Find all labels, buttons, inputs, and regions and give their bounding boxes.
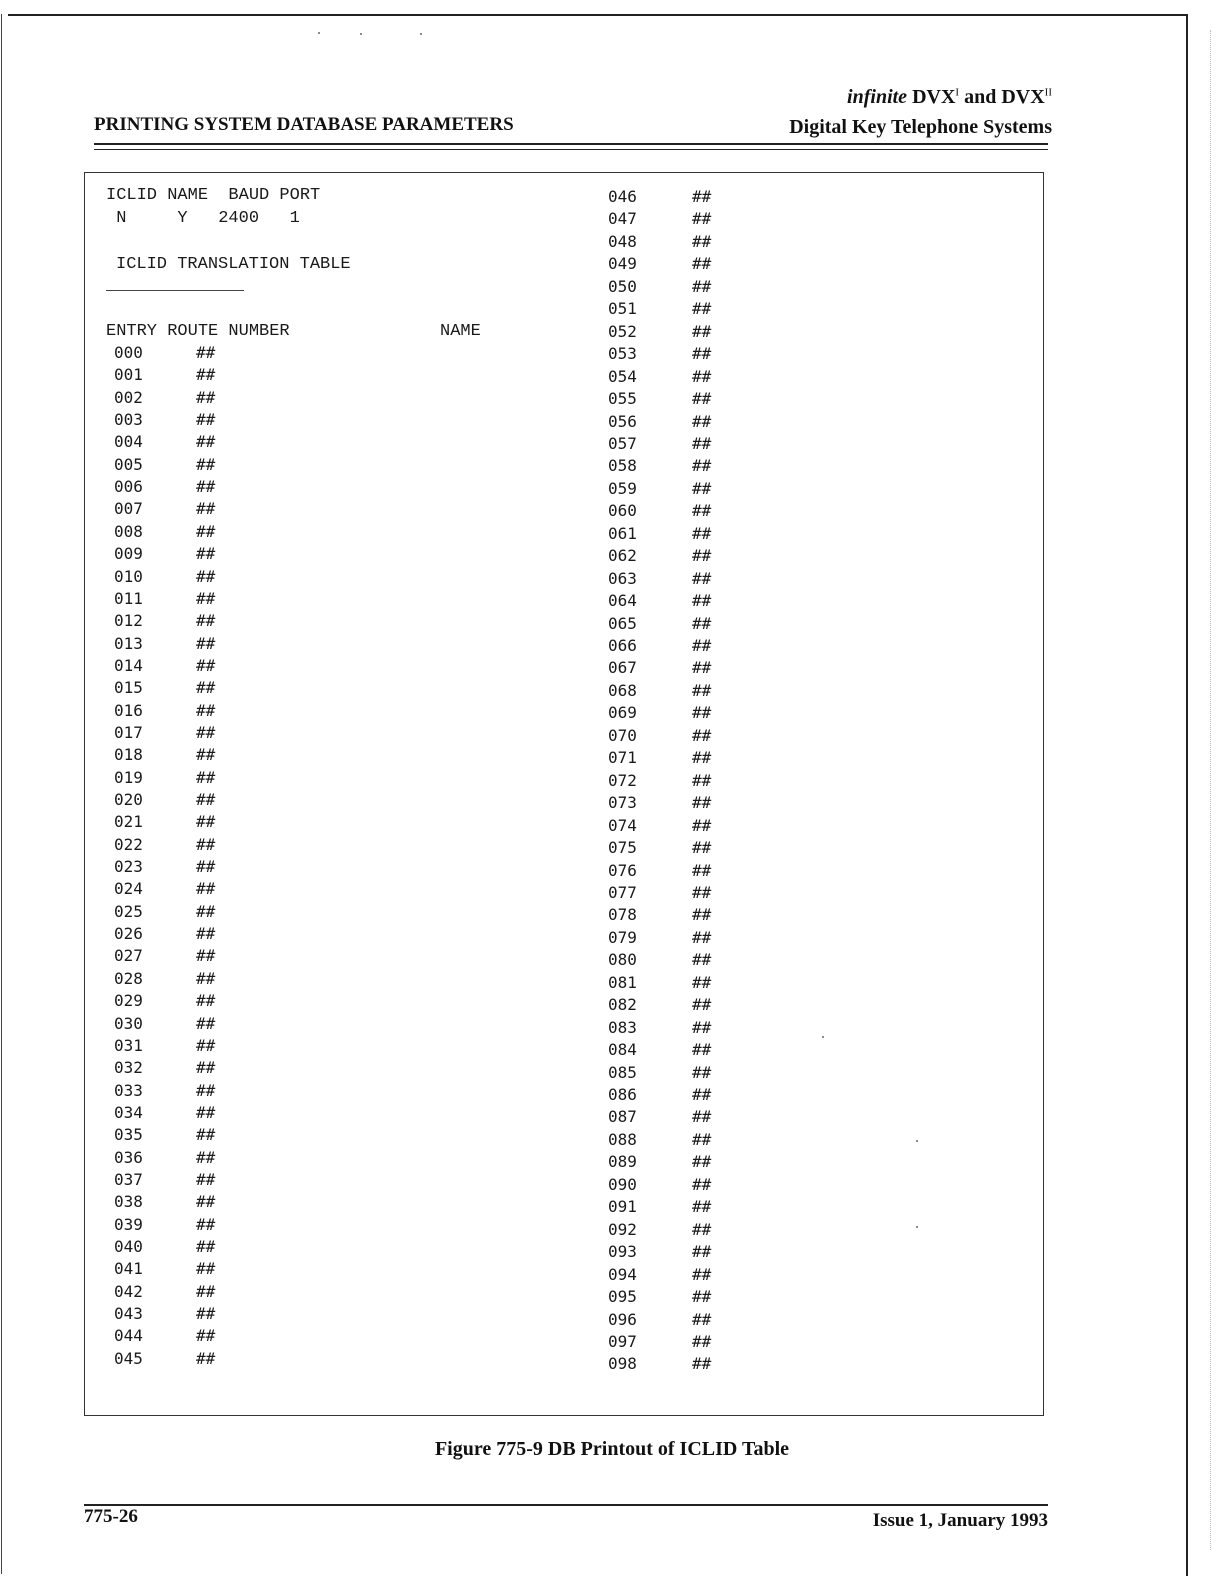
scan-speck	[360, 33, 362, 35]
product-subtitle: Digital Key Telephone Systems	[789, 116, 1052, 138]
route-value: ##	[196, 991, 216, 1011]
entry-number: 037	[114, 1169, 143, 1189]
route-value: ##	[692, 748, 712, 768]
brand-sup2: II	[1044, 86, 1052, 99]
route-value: ##	[692, 523, 712, 543]
scan-speck	[420, 33, 422, 35]
entry-number: 014	[114, 655, 143, 675]
route-value: ##	[196, 387, 216, 407]
entry-number: 013	[114, 633, 143, 653]
entry-number: 003	[114, 410, 143, 430]
route-value: ##	[196, 1058, 216, 1078]
route-value: ##	[196, 1326, 216, 1346]
entry-number: 087	[608, 1107, 637, 1127]
entry-number: 092	[608, 1219, 637, 1239]
entry-number: 046	[608, 187, 637, 206]
section-title: PRINTING SYSTEM DATABASE PARAMETERS	[94, 114, 514, 135]
entry-number: 082	[608, 995, 637, 1015]
name-header: NAME	[440, 322, 481, 341]
entry-number: 075	[608, 838, 637, 858]
route-value: ##	[692, 1264, 712, 1284]
route-value: ##	[692, 1287, 712, 1307]
route-value: ##	[692, 1197, 712, 1217]
route-value: ##	[196, 1281, 216, 1301]
entry-number: 069	[608, 703, 637, 723]
entry-number: 057	[608, 433, 637, 453]
brand-and: and	[964, 86, 997, 108]
entry-number: 089	[608, 1152, 637, 1172]
footer-rule	[84, 1504, 1048, 1506]
route-value: ##	[692, 882, 712, 902]
entry-number: 091	[608, 1197, 637, 1217]
route-value: ##	[196, 477, 216, 497]
route-value: ##	[692, 725, 712, 745]
route-value: ##	[692, 1040, 712, 1060]
route-value: ##	[692, 703, 712, 723]
route-value: ##	[692, 950, 712, 970]
route-value: ##	[196, 924, 216, 944]
entry-number: 010	[114, 566, 143, 586]
entry-number: 018	[114, 745, 143, 765]
entry-number: 098	[608, 1354, 637, 1374]
route-value: ##	[196, 1237, 216, 1256]
route-value: ##	[196, 968, 216, 988]
entry-number: 053	[608, 344, 637, 364]
entry-number: 081	[608, 972, 637, 992]
entry-number: 016	[114, 700, 143, 720]
scan-speck	[318, 32, 320, 34]
entry-number: 012	[114, 611, 143, 631]
route-value: ##	[692, 613, 712, 633]
route-value: ##	[692, 344, 712, 364]
entry-number: 086	[608, 1085, 637, 1104]
route-value: ##	[692, 793, 712, 813]
header-rule	[94, 143, 1048, 145]
entry-number: 041	[114, 1259, 143, 1279]
entry-number: 000	[114, 343, 143, 362]
route-value: ##	[196, 1147, 216, 1167]
table-title-underline	[106, 290, 244, 291]
entry-number: 049	[608, 254, 637, 274]
entry-number: 035	[114, 1125, 143, 1145]
entry-number: 054	[608, 366, 637, 386]
entry-number: 052	[608, 321, 637, 341]
entry-number: 067	[608, 658, 637, 678]
entry-number: 059	[608, 478, 637, 498]
route-value: ##	[692, 276, 712, 296]
route-value: ##	[692, 1219, 712, 1239]
entry-number: 005	[114, 454, 143, 474]
scan-speck	[822, 1036, 824, 1038]
route-value: ##	[692, 389, 712, 409]
entry-number: 030	[114, 1013, 143, 1033]
entry-number: 077	[608, 882, 637, 902]
issue-date: Issue 1, January 1993	[872, 1510, 1048, 1531]
entry-number: 001	[114, 365, 143, 385]
entry-number: 094	[608, 1264, 637, 1284]
printout-box	[84, 172, 1044, 1416]
route-value: ##	[196, 722, 216, 742]
route-value: ##	[196, 410, 216, 430]
route-value: ##	[196, 1348, 216, 1368]
entry-number: 095	[608, 1287, 637, 1307]
entry-number: 015	[114, 678, 143, 698]
route-value: ##	[196, 432, 216, 452]
route-value: ##	[196, 343, 216, 362]
route-value: ##	[692, 1152, 712, 1172]
entry-number: 033	[114, 1080, 143, 1100]
entry-number: 065	[608, 613, 637, 633]
route-value: ##	[196, 901, 216, 921]
entry-number: 079	[608, 927, 637, 947]
route-value: ##	[692, 1331, 712, 1351]
route-value: ##	[196, 1013, 216, 1033]
entry-number: 009	[114, 544, 143, 564]
route-value: ##	[692, 1129, 712, 1149]
route-value: ##	[692, 321, 712, 341]
entry-number: 051	[608, 299, 637, 319]
scan-speck	[916, 1140, 918, 1142]
route-value: ##	[196, 1192, 216, 1212]
brand-dvx2: DVX	[1001, 86, 1045, 108]
route-value: ##	[196, 790, 216, 809]
route-value: ##	[692, 231, 712, 251]
entry-number: 002	[114, 387, 143, 407]
page-number: 775-26	[84, 1506, 138, 1527]
route-value: ##	[196, 834, 216, 854]
entry-number: 019	[114, 767, 143, 787]
route-value: ##	[196, 1259, 216, 1279]
entry-number: 070	[608, 725, 637, 745]
route-value: ##	[196, 499, 216, 519]
route-value: ##	[692, 299, 712, 319]
entry-number: 047	[608, 209, 637, 229]
entry-number: 036	[114, 1147, 143, 1167]
entry-number: 058	[608, 456, 637, 476]
route-value: ##	[692, 1062, 712, 1082]
route-value: ##	[196, 544, 216, 564]
entry-number: 042	[114, 1281, 143, 1301]
route-value: ##	[196, 566, 216, 586]
entry-number: 020	[114, 790, 143, 809]
entry-number: 050	[608, 276, 637, 296]
entry-number: 071	[608, 748, 637, 768]
entry-number: 022	[114, 834, 143, 854]
route-value: ##	[692, 501, 712, 521]
route-value: ##	[692, 838, 712, 858]
route-value: ##	[692, 860, 712, 880]
entry-number: 097	[608, 1331, 637, 1351]
route-value: ##	[692, 1242, 712, 1262]
route-value: ##	[692, 209, 712, 229]
route-value: ##	[692, 591, 712, 611]
route-value: ##	[692, 254, 712, 274]
entry-number: 028	[114, 968, 143, 988]
route-value: ##	[196, 1035, 216, 1055]
entry-number: 056	[608, 411, 637, 431]
entry-number: 096	[608, 1309, 637, 1329]
route-value: ##	[196, 611, 216, 631]
route-value: ##	[692, 568, 712, 588]
route-value: ##	[692, 433, 712, 453]
route-value: ##	[196, 454, 216, 474]
route-value: ##	[196, 655, 216, 675]
route-value: ##	[196, 1214, 216, 1234]
route-value: ##	[692, 636, 712, 655]
entry-number: 021	[114, 812, 143, 832]
entry-number: 023	[114, 857, 143, 877]
entry-number: 026	[114, 924, 143, 944]
route-value: ##	[692, 1354, 712, 1374]
route-value: ##	[692, 1017, 712, 1037]
entry-number: 038	[114, 1192, 143, 1212]
entry-number: 025	[114, 901, 143, 921]
entry-number: 072	[608, 770, 637, 790]
entry-number: 085	[608, 1062, 637, 1082]
entry-number: 034	[114, 1102, 143, 1122]
route-value: ##	[692, 478, 712, 498]
brand-italic: infinite	[847, 86, 908, 108]
entry-number: 007	[114, 499, 143, 519]
route-value: ##	[196, 1169, 216, 1189]
scan-speck	[916, 1226, 918, 1228]
entry-number: 093	[608, 1242, 637, 1262]
route-value: ##	[692, 1085, 712, 1104]
entry-number: 044	[114, 1326, 143, 1346]
route-value: ##	[692, 995, 712, 1015]
route-value: ##	[692, 187, 712, 206]
route-value: ##	[196, 1304, 216, 1324]
settings-values: N Y 2400 1	[106, 209, 300, 228]
entry-number: 066	[608, 636, 637, 655]
route-value: ##	[692, 658, 712, 678]
route-value: ##	[692, 366, 712, 386]
route-value: ##	[196, 1080, 216, 1100]
route-value: ##	[692, 905, 712, 925]
entry-number: 039	[114, 1214, 143, 1234]
entry-number: 024	[114, 879, 143, 899]
route-value: ##	[196, 633, 216, 653]
entry-number: 078	[608, 905, 637, 925]
brand-dvx1: DVX	[912, 86, 956, 108]
entry-number: 076	[608, 860, 637, 880]
route-value: ##	[692, 546, 712, 566]
entry-number: 060	[608, 501, 637, 521]
route-value: ##	[692, 411, 712, 431]
product-name	[847, 86, 1052, 109]
route-value: ##	[196, 879, 216, 899]
entry-number: 043	[114, 1304, 143, 1324]
route-value: ##	[196, 812, 216, 832]
entry-number: 011	[114, 588, 143, 608]
route-value: ##	[196, 857, 216, 877]
route-value: ##	[692, 815, 712, 835]
entry-number: 040	[114, 1237, 143, 1256]
entry-number: 017	[114, 722, 143, 742]
route-value: ##	[196, 745, 216, 765]
route-value: ##	[692, 680, 712, 700]
entry-number: 032	[114, 1058, 143, 1078]
entry-number: 090	[608, 1174, 637, 1194]
route-value: ##	[692, 456, 712, 476]
route-value: ##	[692, 927, 712, 947]
route-value: ##	[196, 767, 216, 787]
route-value: ##	[692, 972, 712, 992]
route-value: ##	[196, 700, 216, 720]
entry-number: 045	[114, 1348, 143, 1368]
entry-number: 048	[608, 231, 637, 251]
table-title: ICLID TRANSLATION TABLE	[116, 255, 351, 274]
entry-number: 074	[608, 815, 637, 835]
settings-header: ICLID NAME BAUD PORT	[106, 186, 321, 205]
entry-number: 073	[608, 793, 637, 813]
route-value: ##	[196, 365, 216, 385]
entry-number: 064	[608, 591, 637, 611]
entry-number: 055	[608, 389, 637, 409]
route-value: ##	[692, 1174, 712, 1194]
route-value: ##	[692, 770, 712, 790]
route-value: ##	[196, 588, 216, 608]
entry-number: 068	[608, 680, 637, 700]
entry-number: 027	[114, 946, 143, 966]
scan-edge	[1210, 30, 1212, 1550]
entry-number: 084	[608, 1040, 637, 1060]
route-value: ##	[196, 1102, 216, 1122]
route-value: ##	[196, 678, 216, 698]
route-value: ##	[196, 521, 216, 541]
entry-number: 080	[608, 950, 637, 970]
brand-sup1: I	[955, 86, 960, 99]
entry-number: 063	[608, 568, 637, 588]
entry-number: 029	[114, 991, 143, 1011]
entry-number: 062	[608, 546, 637, 566]
columns-header: ENTRY ROUTE NUMBER	[106, 322, 290, 341]
entry-number: 088	[608, 1129, 637, 1149]
entry-number: 008	[114, 521, 143, 541]
entry-number: 004	[114, 432, 143, 452]
route-value: ##	[692, 1107, 712, 1127]
page-left-edge	[1, 14, 2, 1574]
route-value: ##	[196, 946, 216, 966]
entry-number: 006	[114, 477, 143, 497]
route-value: ##	[196, 1125, 216, 1145]
entry-number: 031	[114, 1035, 143, 1055]
route-value: ##	[692, 1309, 712, 1329]
header-rule-thin	[94, 149, 1048, 150]
entry-number: 061	[608, 523, 637, 543]
entry-number: 083	[608, 1017, 637, 1037]
figure-caption: Figure 775-9 DB Printout of ICLID Table	[434, 1438, 790, 1460]
